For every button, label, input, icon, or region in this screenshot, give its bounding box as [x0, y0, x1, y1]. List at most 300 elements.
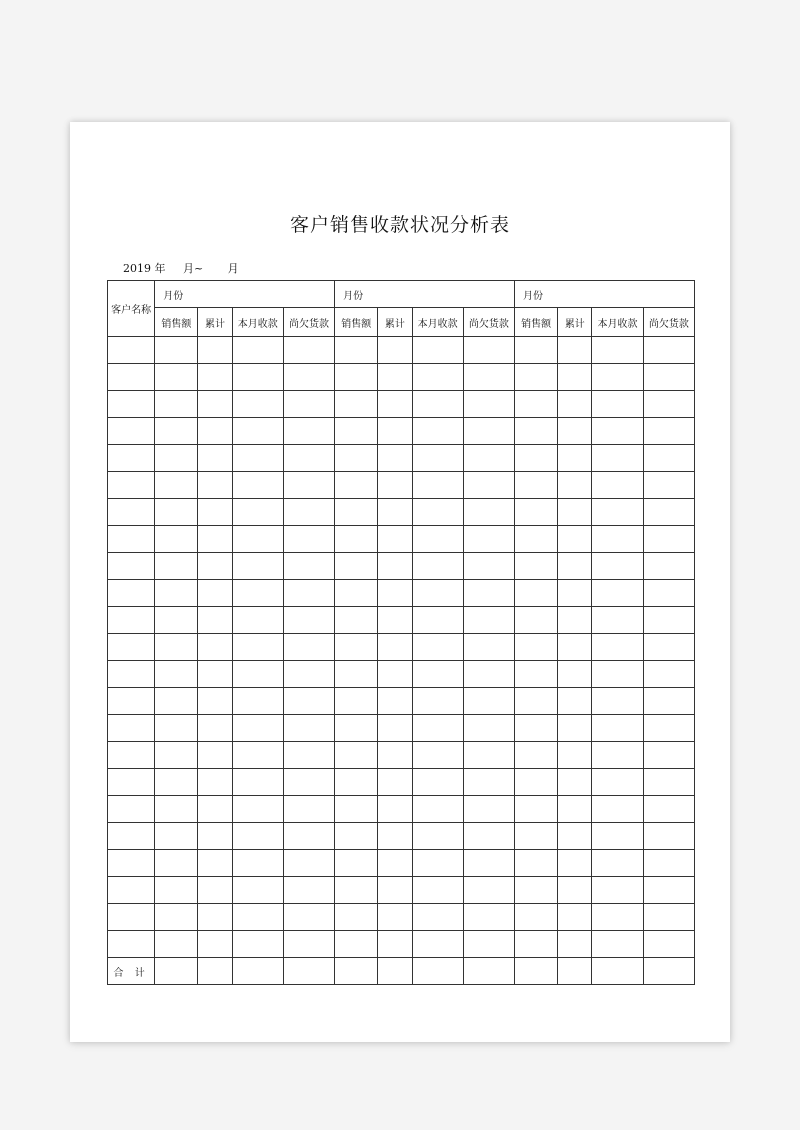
table-cell[interactable]	[155, 472, 198, 499]
table-cell[interactable]	[283, 337, 334, 364]
table-cell[interactable]	[412, 796, 463, 823]
table-cell[interactable]	[643, 769, 694, 796]
table-cell[interactable]	[558, 337, 592, 364]
table-cell[interactable]	[198, 499, 232, 526]
table-cell[interactable]	[463, 931, 514, 958]
table-cell[interactable]	[155, 742, 198, 769]
customer-name-cell[interactable]	[108, 607, 155, 634]
table-cell[interactable]	[232, 445, 283, 472]
table-cell[interactable]	[155, 769, 198, 796]
table-cell[interactable]	[412, 445, 463, 472]
table-cell[interactable]	[558, 688, 592, 715]
table-cell[interactable]	[283, 958, 334, 985]
table-cell[interactable]	[463, 526, 514, 553]
table-cell[interactable]	[643, 499, 694, 526]
table-cell[interactable]	[643, 445, 694, 472]
table-cell[interactable]	[283, 526, 334, 553]
table-cell[interactable]	[335, 634, 378, 661]
table-cell[interactable]	[155, 337, 198, 364]
table-cell[interactable]	[155, 904, 198, 931]
table-cell[interactable]	[463, 796, 514, 823]
table-cell[interactable]	[283, 688, 334, 715]
table-cell[interactable]	[412, 715, 463, 742]
table-cell[interactable]	[558, 580, 592, 607]
table-cell[interactable]	[283, 769, 334, 796]
table-cell[interactable]	[643, 850, 694, 877]
table-cell[interactable]	[643, 526, 694, 553]
customer-name-cell[interactable]	[108, 526, 155, 553]
table-cell[interactable]	[558, 553, 592, 580]
table-cell[interactable]	[463, 607, 514, 634]
table-cell[interactable]	[378, 634, 412, 661]
table-cell[interactable]	[335, 823, 378, 850]
table-cell[interactable]	[378, 499, 412, 526]
table-cell[interactable]	[643, 796, 694, 823]
customer-name-cell[interactable]	[108, 850, 155, 877]
table-cell[interactable]	[378, 391, 412, 418]
table-cell[interactable]	[558, 391, 592, 418]
table-cell[interactable]	[283, 877, 334, 904]
table-cell[interactable]	[232, 499, 283, 526]
table-cell[interactable]	[515, 769, 558, 796]
table-cell[interactable]	[335, 904, 378, 931]
table-cell[interactable]	[515, 418, 558, 445]
table-cell[interactable]	[232, 877, 283, 904]
customer-name-cell[interactable]	[108, 391, 155, 418]
table-cell[interactable]	[232, 904, 283, 931]
table-cell[interactable]	[232, 742, 283, 769]
table-cell[interactable]	[515, 688, 558, 715]
table-cell[interactable]	[412, 607, 463, 634]
customer-name-cell[interactable]	[108, 364, 155, 391]
table-cell[interactable]	[378, 796, 412, 823]
table-cell[interactable]	[558, 715, 592, 742]
customer-name-cell[interactable]	[108, 877, 155, 904]
table-cell[interactable]	[643, 607, 694, 634]
table-cell[interactable]	[198, 931, 232, 958]
table-cell[interactable]	[643, 931, 694, 958]
table-cell[interactable]	[558, 796, 592, 823]
table-cell[interactable]	[558, 499, 592, 526]
table-cell[interactable]	[283, 661, 334, 688]
table-cell[interactable]	[643, 553, 694, 580]
table-cell[interactable]	[463, 715, 514, 742]
table-cell[interactable]	[412, 634, 463, 661]
table-cell[interactable]	[155, 634, 198, 661]
table-cell[interactable]	[283, 742, 334, 769]
table-cell[interactable]	[198, 580, 232, 607]
table-cell[interactable]	[378, 364, 412, 391]
table-cell[interactable]	[558, 877, 592, 904]
table-cell[interactable]	[155, 661, 198, 688]
customer-name-cell[interactable]	[108, 931, 155, 958]
table-cell[interactable]	[592, 553, 643, 580]
table-cell[interactable]	[515, 337, 558, 364]
table-cell[interactable]	[155, 796, 198, 823]
table-cell[interactable]	[198, 472, 232, 499]
table-cell[interactable]	[283, 850, 334, 877]
table-cell[interactable]	[558, 607, 592, 634]
table-cell[interactable]	[232, 850, 283, 877]
customer-name-cell[interactable]	[108, 553, 155, 580]
table-cell[interactable]	[592, 418, 643, 445]
table-cell[interactable]	[463, 580, 514, 607]
table-cell[interactable]	[515, 661, 558, 688]
customer-name-cell[interactable]	[108, 661, 155, 688]
table-cell[interactable]	[283, 715, 334, 742]
table-cell[interactable]	[283, 499, 334, 526]
table-cell[interactable]	[412, 877, 463, 904]
table-cell[interactable]	[463, 418, 514, 445]
table-cell[interactable]	[378, 553, 412, 580]
table-cell[interactable]	[558, 445, 592, 472]
table-cell[interactable]	[155, 607, 198, 634]
table-cell[interactable]	[198, 904, 232, 931]
table-cell[interactable]	[515, 850, 558, 877]
table-cell[interactable]	[232, 661, 283, 688]
table-cell[interactable]	[412, 688, 463, 715]
table-cell[interactable]	[643, 688, 694, 715]
table-cell[interactable]	[232, 337, 283, 364]
table-cell[interactable]	[412, 580, 463, 607]
table-cell[interactable]	[378, 337, 412, 364]
table-cell[interactable]	[198, 634, 232, 661]
table-cell[interactable]	[643, 742, 694, 769]
table-cell[interactable]	[283, 472, 334, 499]
table-cell[interactable]	[335, 499, 378, 526]
table-cell[interactable]	[283, 418, 334, 445]
table-cell[interactable]	[155, 418, 198, 445]
table-cell[interactable]	[558, 742, 592, 769]
table-cell[interactable]	[335, 445, 378, 472]
table-cell[interactable]	[335, 391, 378, 418]
table-cell[interactable]	[283, 904, 334, 931]
table-cell[interactable]	[155, 931, 198, 958]
table-cell[interactable]	[643, 661, 694, 688]
table-cell[interactable]	[155, 850, 198, 877]
table-cell[interactable]	[592, 472, 643, 499]
table-cell[interactable]	[378, 472, 412, 499]
table-cell[interactable]	[232, 580, 283, 607]
table-cell[interactable]	[592, 634, 643, 661]
table-cell[interactable]	[232, 715, 283, 742]
table-cell[interactable]	[592, 364, 643, 391]
table-cell[interactable]	[463, 823, 514, 850]
table-cell[interactable]	[643, 337, 694, 364]
table-cell[interactable]	[558, 661, 592, 688]
table-cell[interactable]	[283, 580, 334, 607]
table-cell[interactable]	[463, 634, 514, 661]
table-cell[interactable]	[155, 526, 198, 553]
customer-name-cell[interactable]	[108, 904, 155, 931]
table-cell[interactable]	[515, 607, 558, 634]
table-cell[interactable]	[335, 337, 378, 364]
table-cell[interactable]	[412, 364, 463, 391]
table-cell[interactable]	[232, 931, 283, 958]
table-cell[interactable]	[335, 472, 378, 499]
table-cell[interactable]	[378, 823, 412, 850]
table-cell[interactable]	[412, 904, 463, 931]
table-cell[interactable]	[378, 769, 412, 796]
table-cell[interactable]	[412, 472, 463, 499]
customer-name-cell[interactable]	[108, 499, 155, 526]
table-cell[interactable]	[592, 742, 643, 769]
table-cell[interactable]	[155, 958, 198, 985]
table-cell[interactable]	[558, 526, 592, 553]
table-cell[interactable]	[335, 877, 378, 904]
table-cell[interactable]	[463, 661, 514, 688]
table-cell[interactable]	[643, 580, 694, 607]
customer-name-cell[interactable]	[108, 715, 155, 742]
customer-name-cell[interactable]	[108, 742, 155, 769]
table-cell[interactable]	[335, 769, 378, 796]
table-cell[interactable]	[592, 580, 643, 607]
table-cell[interactable]	[558, 364, 592, 391]
table-cell[interactable]	[198, 796, 232, 823]
table-cell[interactable]	[283, 634, 334, 661]
table-cell[interactable]	[592, 715, 643, 742]
table-cell[interactable]	[232, 688, 283, 715]
table-cell[interactable]	[198, 715, 232, 742]
table-cell[interactable]	[643, 472, 694, 499]
table-cell[interactable]	[643, 364, 694, 391]
table-cell[interactable]	[232, 769, 283, 796]
table-cell[interactable]	[198, 391, 232, 418]
table-cell[interactable]	[155, 499, 198, 526]
table-cell[interactable]	[463, 445, 514, 472]
table-cell[interactable]	[335, 688, 378, 715]
table-cell[interactable]	[592, 337, 643, 364]
table-cell[interactable]	[335, 931, 378, 958]
table-cell[interactable]	[558, 634, 592, 661]
table-cell[interactable]	[558, 958, 592, 985]
table-cell[interactable]	[592, 445, 643, 472]
table-cell[interactable]	[463, 472, 514, 499]
table-cell[interactable]	[378, 931, 412, 958]
table-cell[interactable]	[232, 472, 283, 499]
table-cell[interactable]	[412, 958, 463, 985]
table-cell[interactable]	[463, 742, 514, 769]
table-cell[interactable]	[463, 877, 514, 904]
table-cell[interactable]	[558, 931, 592, 958]
table-cell[interactable]	[198, 445, 232, 472]
table-cell[interactable]	[643, 634, 694, 661]
table-cell[interactable]	[412, 742, 463, 769]
customer-name-cell[interactable]	[108, 337, 155, 364]
table-cell[interactable]	[463, 904, 514, 931]
table-cell[interactable]	[155, 715, 198, 742]
customer-name-cell[interactable]	[108, 445, 155, 472]
table-cell[interactable]	[198, 688, 232, 715]
table-cell[interactable]	[592, 688, 643, 715]
table-cell[interactable]	[232, 526, 283, 553]
table-cell[interactable]	[643, 904, 694, 931]
table-cell[interactable]	[155, 445, 198, 472]
table-cell[interactable]	[643, 391, 694, 418]
table-cell[interactable]	[515, 499, 558, 526]
table-cell[interactable]	[515, 742, 558, 769]
table-cell[interactable]	[335, 715, 378, 742]
table-cell[interactable]	[378, 850, 412, 877]
customer-name-cell[interactable]	[108, 688, 155, 715]
table-cell[interactable]	[592, 499, 643, 526]
table-cell[interactable]	[283, 931, 334, 958]
customer-name-cell[interactable]	[108, 472, 155, 499]
table-cell[interactable]	[378, 715, 412, 742]
table-cell[interactable]	[232, 958, 283, 985]
table-cell[interactable]	[515, 391, 558, 418]
table-cell[interactable]	[198, 553, 232, 580]
table-cell[interactable]	[155, 877, 198, 904]
table-cell[interactable]	[515, 472, 558, 499]
table-cell[interactable]	[335, 526, 378, 553]
table-cell[interactable]	[283, 796, 334, 823]
customer-name-cell[interactable]	[108, 634, 155, 661]
table-cell[interactable]	[515, 958, 558, 985]
table-cell[interactable]	[592, 391, 643, 418]
table-cell[interactable]	[592, 958, 643, 985]
table-cell[interactable]	[335, 364, 378, 391]
table-cell[interactable]	[198, 661, 232, 688]
table-cell[interactable]	[592, 904, 643, 931]
table-cell[interactable]	[412, 418, 463, 445]
table-cell[interactable]	[232, 607, 283, 634]
table-cell[interactable]	[515, 796, 558, 823]
table-cell[interactable]	[643, 715, 694, 742]
table-cell[interactable]	[198, 823, 232, 850]
table-cell[interactable]	[198, 607, 232, 634]
table-cell[interactable]	[198, 742, 232, 769]
table-cell[interactable]	[198, 418, 232, 445]
table-cell[interactable]	[335, 418, 378, 445]
table-cell[interactable]	[515, 364, 558, 391]
table-cell[interactable]	[335, 580, 378, 607]
table-cell[interactable]	[592, 526, 643, 553]
table-cell[interactable]	[378, 661, 412, 688]
table-cell[interactable]	[378, 580, 412, 607]
customer-name-cell[interactable]	[108, 796, 155, 823]
table-cell[interactable]	[198, 769, 232, 796]
table-cell[interactable]	[463, 553, 514, 580]
table-cell[interactable]	[463, 364, 514, 391]
table-cell[interactable]	[515, 877, 558, 904]
table-cell[interactable]	[155, 391, 198, 418]
table-cell[interactable]	[643, 877, 694, 904]
table-cell[interactable]	[558, 850, 592, 877]
table-cell[interactable]	[198, 364, 232, 391]
table-cell[interactable]	[335, 742, 378, 769]
table-cell[interactable]	[283, 823, 334, 850]
table-cell[interactable]	[515, 823, 558, 850]
table-cell[interactable]	[412, 661, 463, 688]
table-cell[interactable]	[155, 580, 198, 607]
table-cell[interactable]	[155, 364, 198, 391]
table-cell[interactable]	[592, 796, 643, 823]
table-cell[interactable]	[198, 850, 232, 877]
customer-name-cell[interactable]	[108, 769, 155, 796]
table-cell[interactable]	[335, 958, 378, 985]
table-cell[interactable]	[283, 607, 334, 634]
table-cell[interactable]	[198, 526, 232, 553]
table-cell[interactable]	[412, 526, 463, 553]
table-cell[interactable]	[558, 904, 592, 931]
table-cell[interactable]	[592, 769, 643, 796]
table-cell[interactable]	[335, 850, 378, 877]
table-cell[interactable]	[378, 742, 412, 769]
table-cell[interactable]	[412, 499, 463, 526]
table-cell[interactable]	[515, 526, 558, 553]
table-cell[interactable]	[592, 661, 643, 688]
table-cell[interactable]	[378, 904, 412, 931]
table-cell[interactable]	[643, 418, 694, 445]
table-cell[interactable]	[335, 661, 378, 688]
table-cell[interactable]	[232, 553, 283, 580]
table-cell[interactable]	[232, 823, 283, 850]
table-cell[interactable]	[232, 796, 283, 823]
table-cell[interactable]	[378, 958, 412, 985]
table-cell[interactable]	[515, 553, 558, 580]
table-cell[interactable]	[155, 823, 198, 850]
table-cell[interactable]	[558, 472, 592, 499]
table-cell[interactable]	[412, 769, 463, 796]
table-cell[interactable]	[335, 607, 378, 634]
table-cell[interactable]	[378, 688, 412, 715]
table-cell[interactable]	[412, 553, 463, 580]
table-cell[interactable]	[335, 553, 378, 580]
table-cell[interactable]	[558, 418, 592, 445]
table-cell[interactable]	[592, 850, 643, 877]
customer-name-cell[interactable]	[108, 580, 155, 607]
table-cell[interactable]	[283, 553, 334, 580]
table-cell[interactable]	[558, 769, 592, 796]
table-cell[interactable]	[463, 499, 514, 526]
table-cell[interactable]	[463, 337, 514, 364]
table-cell[interactable]	[463, 688, 514, 715]
table-cell[interactable]	[155, 553, 198, 580]
table-cell[interactable]	[412, 931, 463, 958]
table-cell[interactable]	[515, 445, 558, 472]
table-cell[interactable]	[232, 364, 283, 391]
table-cell[interactable]	[412, 391, 463, 418]
table-cell[interactable]	[232, 418, 283, 445]
table-cell[interactable]	[592, 607, 643, 634]
table-cell[interactable]	[155, 688, 198, 715]
table-cell[interactable]	[592, 877, 643, 904]
table-cell[interactable]	[463, 958, 514, 985]
table-cell[interactable]	[378, 526, 412, 553]
table-cell[interactable]	[643, 958, 694, 985]
table-cell[interactable]	[198, 877, 232, 904]
table-cell[interactable]	[463, 391, 514, 418]
table-cell[interactable]	[283, 364, 334, 391]
table-cell[interactable]	[412, 823, 463, 850]
table-cell[interactable]	[198, 337, 232, 364]
customer-name-cell[interactable]	[108, 823, 155, 850]
table-cell[interactable]	[515, 931, 558, 958]
table-cell[interactable]	[515, 715, 558, 742]
table-cell[interactable]	[378, 445, 412, 472]
table-cell[interactable]	[378, 418, 412, 445]
table-cell[interactable]	[463, 850, 514, 877]
table-cell[interactable]	[558, 823, 592, 850]
table-cell[interactable]	[515, 904, 558, 931]
table-cell[interactable]	[515, 634, 558, 661]
table-cell[interactable]	[463, 769, 514, 796]
table-cell[interactable]	[198, 958, 232, 985]
table-cell[interactable]	[378, 607, 412, 634]
table-cell[interactable]	[283, 391, 334, 418]
table-cell[interactable]	[643, 823, 694, 850]
